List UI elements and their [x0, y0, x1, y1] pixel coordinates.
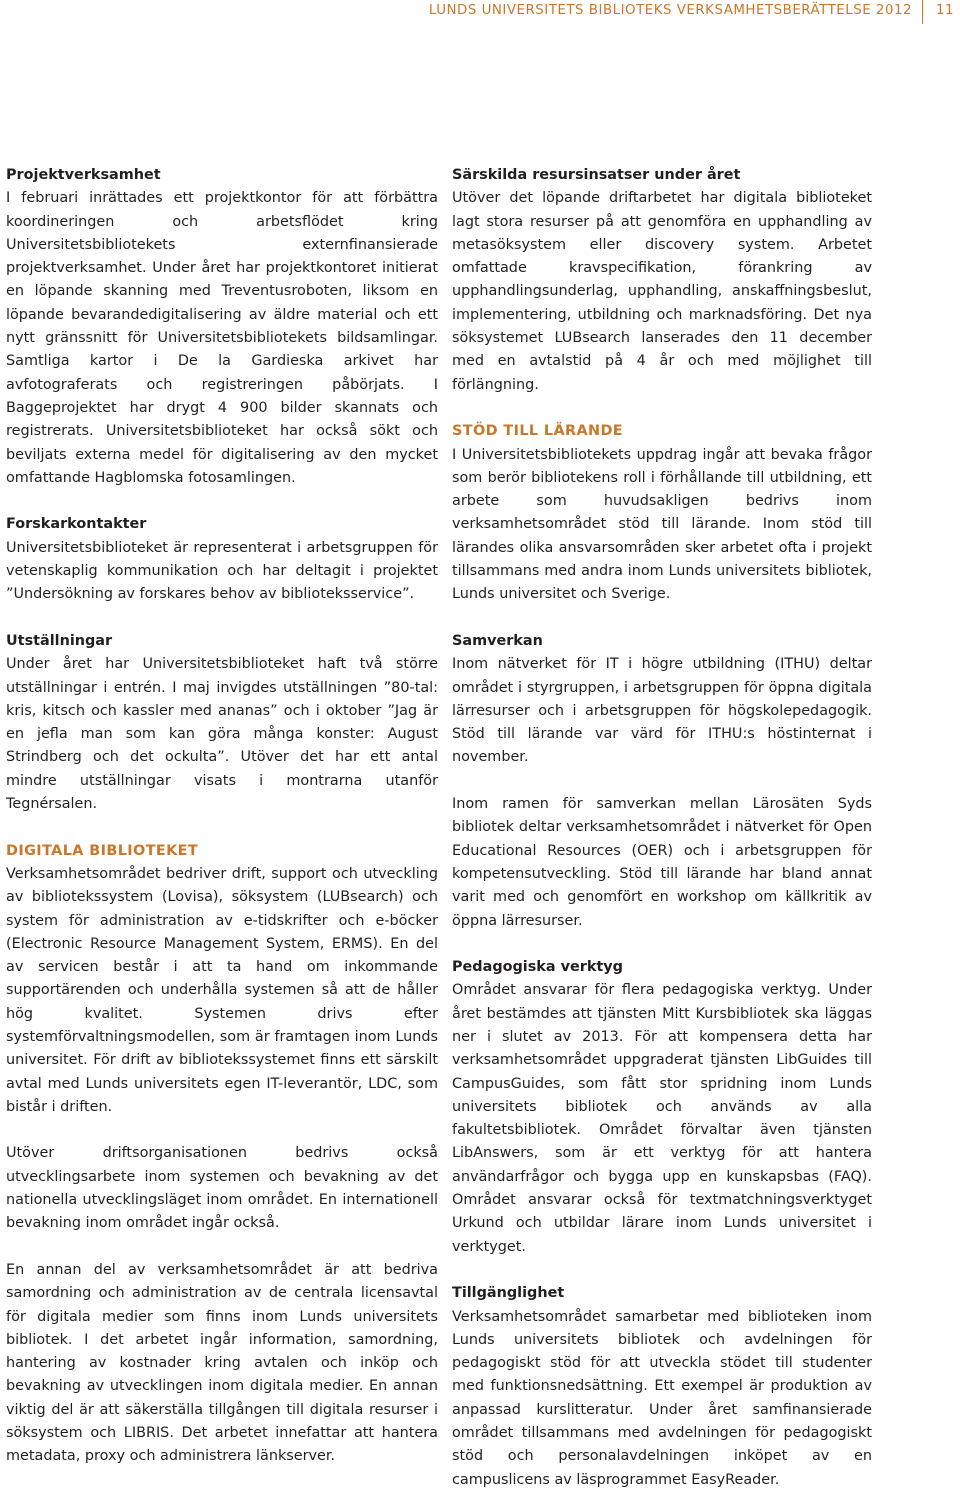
heading-samverkan: Samverkan — [452, 632, 543, 649]
paragraph-stod-till-larande: I Universitetsbibliotekets uppdrag ingår att bevaka frågor som berör bibliotekens roll i förhållande till utbildning, ett arbete som huvudsakligen bedrivs inom verksamhetsområdet stöd till lärande. Inom stöd till lärandes olika ansvarsområden sker arbetet ofta i projekt tillsammans med andra inom Lunds universitets bibliotek, Lunds universitet och Sverige. — [452, 446, 872, 603]
paragraph-utstallningar: Under året har Universitetsbiblioteket haft två större utställningar i entrén. I maj invigdes utställningen ”80-tal: kris, kitsch och kassler med ananas” och i oktober ”Jag är en jefla man som kan göra många konster: August Strindberg och det ockulta”. Utöver det har ett antal mindre utställningar visats i montrarna utanför Tegnérsalen. — [6, 656, 438, 813]
heading-tillganglighet: Tillgänglighet — [452, 1285, 565, 1302]
paragraph-tillganglighet: Verksamhetsområdet samarbetar med biblioteken inom Lunds universitets bibliotek och avdelningen för pedagogiskt stöd för att utveckla stödet till studenter med funktionsnedsättning. Ett exempel är produktion av anpassad kurslitteratur. Under året samfinansierade området tillsammans med avdelningen för pedagogiskt stöd och personalavdelningen inköpet av en campuslicens av läsprogrammet EasyReader. — [452, 1308, 872, 1488]
section-heading-stod-till-larande: STÖD TILL LÄRANDE — [452, 423, 624, 440]
paragraph-digitala-2: Utöver driftsorganisationen bedrivs också utvecklingsarbete inom systemen och bevakning av det nationella utvecklingsläget inom området. En internationell bevakning inom området ingår också. — [6, 1145, 438, 1232]
paragraph-digitala-3: En annan del av verksamhetsområdet är att bedriva samordning och administration av de centrala licensavtal för digitala medier som finns inom Lunds universitets bibliotek. I det arbetet ingår information, samordning, hantering av kostnader kring avtalen och inköp och bevakning av utvecklingen inom digitala medier. En annan viktig del är att säkerställa tillgången till digitala resurser i söksystem och LIBRIS. Det arbetet innefattar att hantera metadata, proxy och administrera länkserver. — [6, 1261, 438, 1465]
section-heading-digitala-biblioteket: DIGITALA BIBLIOTEKET — [6, 842, 199, 859]
paragraph-forskarkontakter: Universitetsbiblioteket är representerat i arbetsgruppen för vetenskaplig kommunikation och har deltagit i projektet ”Undersökning av forskares behov av biblioteksservice”. — [6, 539, 438, 603]
paragraph-digitala-1: Verksamhetsområdet bedriver drift, support och utveckling av bibliotekssystem (Lovisa), söksystem (LUBsearch) och system för administration av e-tidskrifter och e-böcker (Electronic Resource Management System, ERMS). En del av servicen består i att ta hand om inkommande supportärenden och underhålla systemen så att de håller hög kvalitet. Systemen drivs efter systemförvaltningsmodellen, som är framtagen inom Lunds universitet. För drift av bibliotekssystemet finns ett särskilt avtal med Lunds universitets egen IT-leverantör, LDC, som bistår i driften. — [6, 865, 438, 1115]
paragraph-pedagogiska-verktyg: Området ansvarar för flera pedagogiska verktyg. Under året bestämdes att tjänsten Mitt Kursbibliotek ska läggas ner i slutet av 2013. För att kompensera detta har verksamhetsområdet uppgraderat tjänsten LibGuides till CampusGuides, som fått stor spridning inom Lunds universitets bibliotek och används av alla fakultetsbibliotek. Området förvaltar även tjänsten LibAnswers, som är ett verktyg för att hantera användarfrågor och bygga upp en kunskapsbas (FAQ). Området ansvarar också för textmatchningsverktyget Urkund och utbildar lärare inom Lunds universitet i verktyget. — [452, 982, 872, 1255]
page-number: 11 — [935, 3, 954, 18]
paragraph-projektverksamhet: I februari inrättades ett projektkontor för att förbättra koordineringen och arbetsflödet kring Universitetsbibliotekets externfinansierade projektverksamhet. Under året har projektkontoret initierat en löpande skanning med Treventusroboten, liksom en löpande bevarandedigitalisering av äldre material och ett nytt gränssnitt för Universitetsbibliotekets bildsamlingar. Samtliga kartor i De la Gardieska arkivet har avfotograferats och registreringen påbörjats. I Baggeprojektet har drygt 4 900 bilder skannats och registrerats. Universitetsbiblioteket har också sökt och beviljats externa medel för digitalisering av den mycket omfattande Hagblomska fotosamlingen. — [6, 190, 438, 486]
paragraph-samverkan-2: Inom ramen för samverkan mellan Lärosäten Syds bibliotek deltar verksamhetsområdet i nätverket för Open Educational Resources (OER) och i arbetsgruppen för kompetensutveckling. Stöd till lärande har bland annat varit med och genomfört en workshop om källkritik av öppna lärresurser. — [452, 796, 872, 929]
left-column — [6, 164, 438, 1469]
paragraph-samverkan-1: Inom nätverket för IT i högre utbildning (ITHU) deltar området i styrgruppen, i arbetsgruppen för öppna digitala lärresurser och i arbetsgruppen för högskolepedagogik. Stöd till lärande var värd för ITHU:s höstinternat i november. — [452, 656, 872, 766]
heading-pedagogiska-verktyg: Pedagogiska verktyg — [452, 959, 623, 976]
right-column — [452, 164, 872, 1492]
header-divider — [922, 0, 923, 24]
heading-projektverksamhet: Projektverksamhet — [6, 167, 161, 183]
heading-forskarkontakter: Forskarkontakter — [6, 516, 147, 533]
heading-utstallningar: Utställningar — [6, 632, 113, 649]
paragraph-sarskilda-resursinsatser: Utöver det löpande driftarbetet har digitala biblioteket lagt stora resurser på att genomföra en upphandling av metasöksystem eller discovery system. Arbetet omfattade kravspecifikation, förankring av upphandlingsunderlag, upphandling, anskaffningsbeslut, implementering, utbildning och marknadsföring. Det nya söksystemet LUBsearch lanserades den 11 december med en avtalstid på 4 år och med möjlighet till förlängning. — [452, 190, 872, 393]
report-title: LUNDS UNIVERSITETS BIBLIOTEKS VERKSAMHETSBERÄTTELSE 2012 — [428, 3, 912, 18]
heading-sarskilda-resursinsatser: Särskilda resursinsatser under året — [452, 167, 741, 183]
running-header — [0, 0, 960, 24]
